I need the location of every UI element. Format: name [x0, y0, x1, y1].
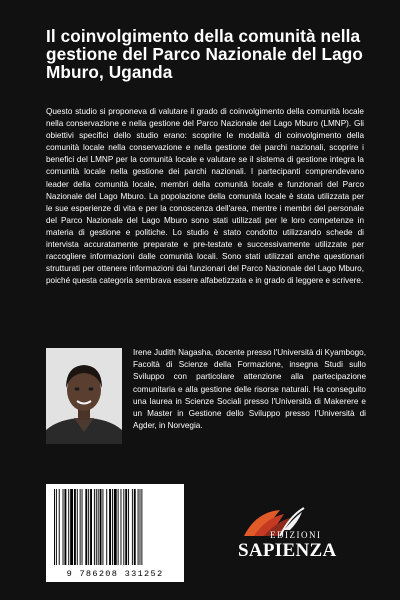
barcode-bars — [52, 489, 178, 565]
barcode-bar — [68, 489, 69, 565]
barcode-bar — [70, 489, 73, 565]
barcode-bar — [141, 489, 142, 565]
barcode-bar — [59, 489, 60, 565]
barcode-bar — [80, 489, 81, 565]
barcode-bar — [134, 489, 136, 565]
barcode-bar — [94, 489, 95, 565]
barcode-bar — [85, 489, 87, 565]
barcode-bar — [125, 489, 127, 565]
barcode-bar — [123, 489, 124, 565]
barcode-bar — [77, 489, 78, 565]
barcode-bar — [138, 489, 139, 565]
publisher-name: SAPIENZA — [238, 540, 337, 561]
barcode-bar — [56, 489, 57, 565]
barcode-bar — [74, 489, 76, 565]
isbn-number: 9 786208 331252 — [66, 569, 164, 579]
barcode-bar — [118, 489, 119, 565]
author-bio: Irene Judith Nagasha, docente presso l'Università di Kyambogo, Facoltà di Scienze della Formazione, insegna Studi sullo Sviluppo con particolare attenzione alla partecipazione comunitaria e alla gestione delle risorse naturali. Ha conseguito una laurea in Scienze Sociali presso l'Università di Makerere e un Master in Gestione dello Sviluppo presso l'Università di Agder, in Norvegia. — [133, 348, 366, 431]
author-photo — [46, 348, 122, 444]
publisher-imprint: EDIZIONI — [270, 530, 322, 540]
barcode-bar — [132, 489, 133, 565]
author-portrait-icon — [46, 348, 122, 444]
barcode-bar — [106, 489, 107, 565]
barcode-bar — [102, 489, 103, 565]
barcode-bar — [63, 489, 64, 565]
barcode-bar — [121, 489, 122, 565]
barcode-bar — [96, 489, 97, 565]
barcode-bar — [88, 489, 89, 565]
publisher-logo — [234, 506, 360, 576]
barcode-bar — [54, 489, 55, 565]
barcode-bar — [112, 489, 113, 565]
barcode-bar — [98, 489, 99, 565]
barcode-bar — [100, 489, 102, 565]
barcode-bar — [114, 489, 117, 565]
barcode-bar — [109, 489, 111, 565]
barcode-bar — [140, 489, 141, 565]
barcode-bar — [128, 489, 129, 565]
barcode-bar — [90, 489, 92, 565]
book-description: Questo studio si proponeva di valutare il grado di coinvolgimento della comunità locale nella conservazione e nella gestione del Parco Nazionale del Lago Mburo (LMNP). Gli obiettivi specifici dello studio erano: scoprire le modalità di coinvolgimento della comunità locale nella conservazione e nella gestione dei parchi nazionali, scoprire i benefici del LMNP per la comunità locale e valutare se il sistema di gestione integra la comunità locale nella gestione dei parchi nazionali. I partecipanti comprendevano leader della comunità locale, membri della comunità locale e funzionari del Parco Nazionale del Lago Mburo. La popolazione della comunità locale è stata utilizzata per le sue esperienze di vita e per la conoscenza dell'area, mentre i membri del personale del Parco Nazionale del Lago Mburo sono stati utilizzati per le loro competenze in materia di gestione e politiche. Lo studio è stato condotto utilizzando schede di intervista accuratamente preparate e pre-testate e successivamente utilizzate per raccogliere informazioni dalle comunità locali. Sono stati utilizzati anche questionari strutturati per ottenere informazioni dai funzionari del Parco Nazionale del Lago Mburo, poiché questa categoria sembrava essere alfabetizzata e in grado di leggere e scrivere. — [46, 107, 364, 286]
barcode-bar — [64, 489, 66, 565]
book-title: Il coinvolgimento della comunità nella gestione del Parco Nazionale del Lago Mburo, Uganda — [46, 26, 363, 82]
isbn-barcode — [46, 484, 184, 582]
barcode-bar — [82, 489, 83, 565]
